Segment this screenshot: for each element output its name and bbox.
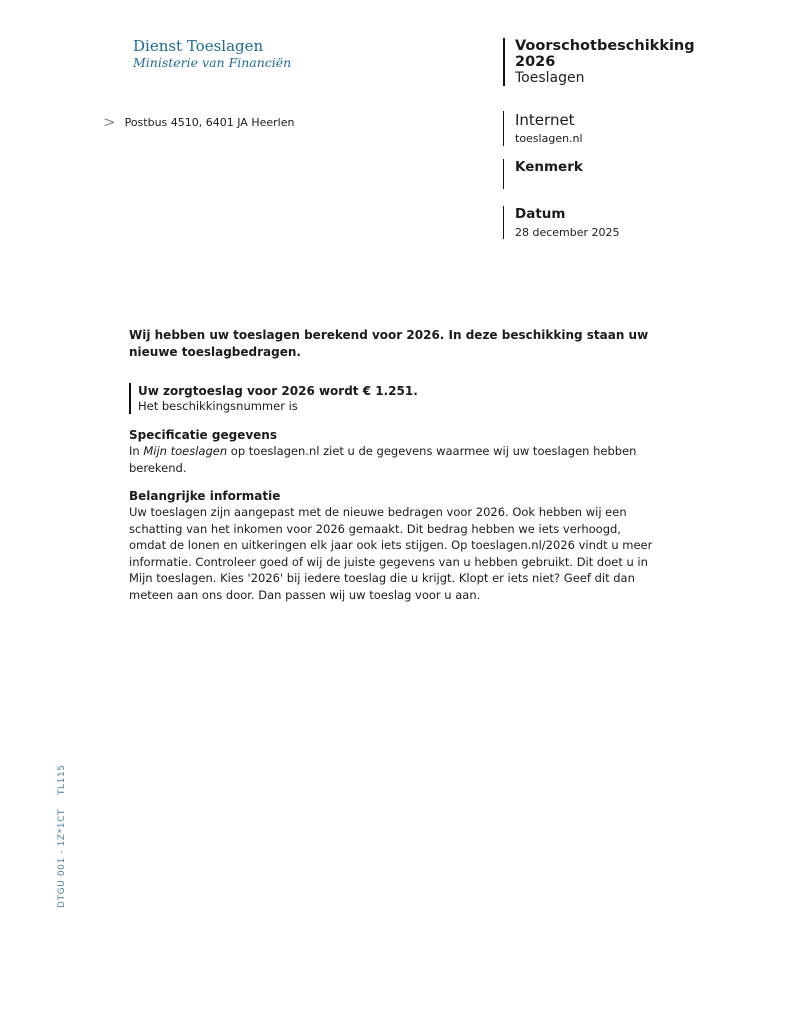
- chevron-right-icon: >: [103, 113, 116, 131]
- return-address-text: Postbus 4510, 6401 JA Heerlen: [124, 116, 295, 129]
- important-paragraph: Uw toeslagen zijn aangepast met de nieuwe bedragen voor 2026. Ook hebben wij een schatting van het inkomen voor 2026 gemaakt. Dit bedrag hebben we iets verhoogd, omdat de lonen en uitkeringen elk jaar ook iets stijgen. Op toeslagen.nl/2026 vindt u meer informatie. Controleer goed of wij de juiste gegevens van u hebben gebruikt. Dit doet u in Mijn toeslagen. Kies '2026' bij iedere toeslag die u krijgt. Klopt er iets niet? Geef dit dan meteen aan ons door. Dan passen wij uw toeslag voor u aan.: [129, 505, 653, 602]
- specification-text-suffix: op toeslagen.nl ziet u de gegevens waarmee wij uw toeslagen hebben berekend.: [129, 444, 637, 475]
- document-title-line1: Voorschotbeschikking: [515, 38, 695, 54]
- specification-text-prefix: In: [129, 444, 144, 458]
- important-heading: Belangrijke informatie: [129, 489, 281, 503]
- meta-section-internet: [503, 111, 745, 146]
- document-title-block: [503, 38, 745, 86]
- meta-value-datum: 28 december 2025: [515, 226, 620, 239]
- intro-paragraph: Wij hebben uw toeslagen berekend voor 2026. In deze beschikking staan uw nieuwe toeslagbedragen.: [129, 328, 649, 359]
- meta-section-datum: [503, 206, 745, 239]
- meta-label-datum: Datum: [515, 206, 566, 222]
- meta-label-internet: Internet: [515, 111, 575, 129]
- sender-logo-title: Dienst Toeslagen: [133, 37, 264, 55]
- sender-logo-subtitle: Ministerie van Financiën: [133, 55, 292, 70]
- specification-text-italic: Mijn toeslagen: [143, 444, 228, 458]
- meta-value-internet: toeslagen.nl: [515, 132, 583, 145]
- decision-block: [129, 383, 653, 414]
- meta-section-kenmerk: [503, 159, 745, 189]
- specification-paragraph: [129, 443, 653, 476]
- decision-amount-line: Uw zorgtoeslag voor 2026 wordt € 1.251.: [138, 384, 418, 398]
- specification-heading: Specificatie gegevens: [129, 428, 277, 442]
- meta-label-kenmerk: Kenmerk: [515, 159, 583, 175]
- print-routing-code: DTGU 001 - 1Z*1CT TL115: [57, 764, 67, 908]
- decision-number-line: Het beschikkingsnummer is: [138, 399, 298, 413]
- return-address-line: [103, 115, 294, 130]
- document-title-line2: 2026: [515, 54, 556, 70]
- sender-logo: [133, 38, 291, 70]
- document-subtitle: Toeslagen: [515, 70, 585, 86]
- letter-body: [129, 327, 653, 615]
